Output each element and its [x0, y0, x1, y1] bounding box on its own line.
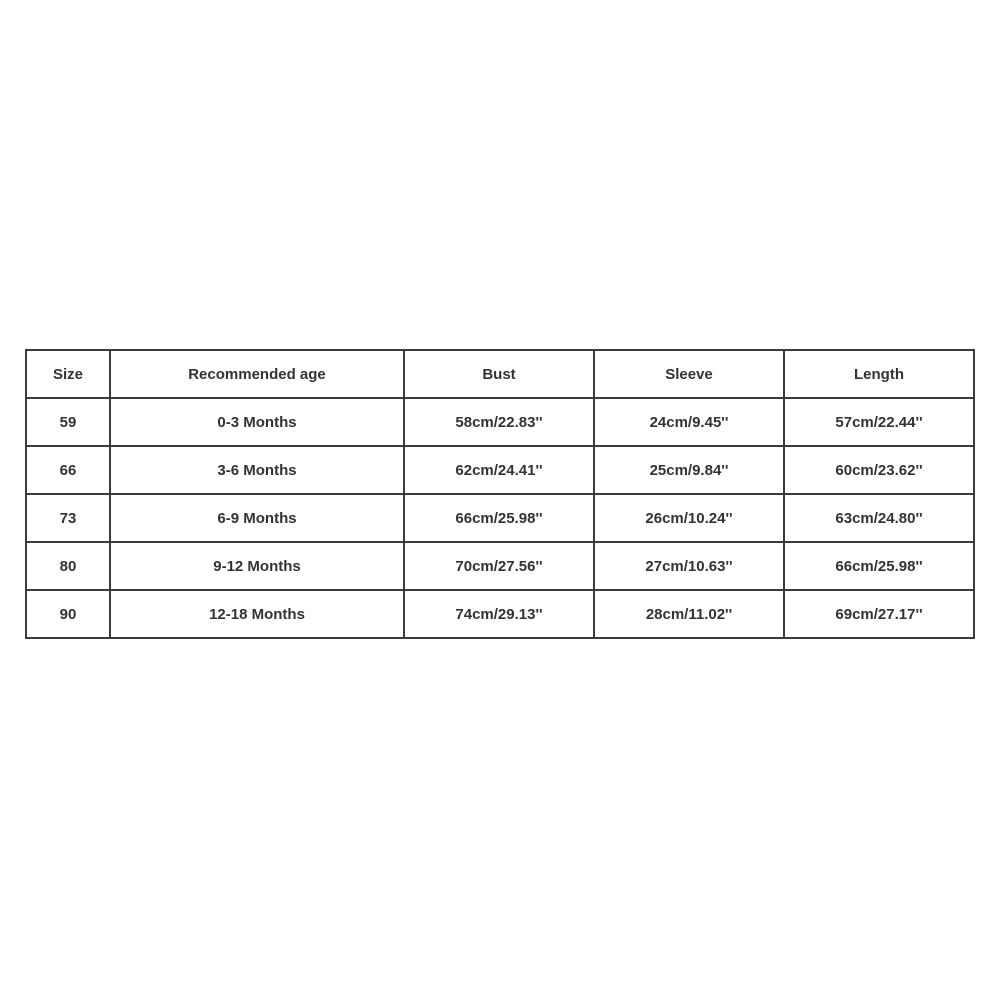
- cell-size: 73: [26, 494, 110, 542]
- cell-sleeve: 28cm/11.02'': [594, 590, 784, 638]
- cell-bust: 58cm/22.83'': [404, 398, 594, 446]
- table-row: [26, 494, 974, 542]
- cell-recommended-age: 0-3 Months: [110, 398, 404, 446]
- cell-length: 66cm/25.98'': [784, 542, 974, 590]
- table-body: [26, 398, 974, 638]
- cell-sleeve: 27cm/10.63'': [594, 542, 784, 590]
- header-sleeve: Sleeve: [594, 350, 784, 398]
- cell-length: 69cm/27.17'': [784, 590, 974, 638]
- table-row: [26, 446, 974, 494]
- header-row: [26, 350, 974, 398]
- cell-recommended-age: 6-9 Months: [110, 494, 404, 542]
- cell-length: 60cm/23.62'': [784, 446, 974, 494]
- header-bust: Bust: [404, 350, 594, 398]
- header-size: Size: [26, 350, 110, 398]
- cell-size: 90: [26, 590, 110, 638]
- cell-bust: 62cm/24.41'': [404, 446, 594, 494]
- table-row: [26, 542, 974, 590]
- cell-sleeve: 25cm/9.84'': [594, 446, 784, 494]
- cell-recommended-age: 12-18 Months: [110, 590, 404, 638]
- cell-recommended-age: 9-12 Months: [110, 542, 404, 590]
- size-chart-table: [25, 349, 975, 639]
- cell-recommended-age: 3-6 Months: [110, 446, 404, 494]
- table-header: [26, 350, 974, 398]
- header-recommended-age: Recommended age: [110, 350, 404, 398]
- cell-sleeve: 24cm/9.45'': [594, 398, 784, 446]
- cell-bust: 66cm/25.98'': [404, 494, 594, 542]
- cell-length: 63cm/24.80'': [784, 494, 974, 542]
- table-row: [26, 398, 974, 446]
- cell-length: 57cm/22.44'': [784, 398, 974, 446]
- cell-sleeve: 26cm/10.24'': [594, 494, 784, 542]
- cell-size: 80: [26, 542, 110, 590]
- header-length: Length: [784, 350, 974, 398]
- cell-bust: 70cm/27.56'': [404, 542, 594, 590]
- table-row: [26, 590, 974, 638]
- cell-bust: 74cm/29.13'': [404, 590, 594, 638]
- cell-size: 66: [26, 446, 110, 494]
- cell-size: 59: [26, 398, 110, 446]
